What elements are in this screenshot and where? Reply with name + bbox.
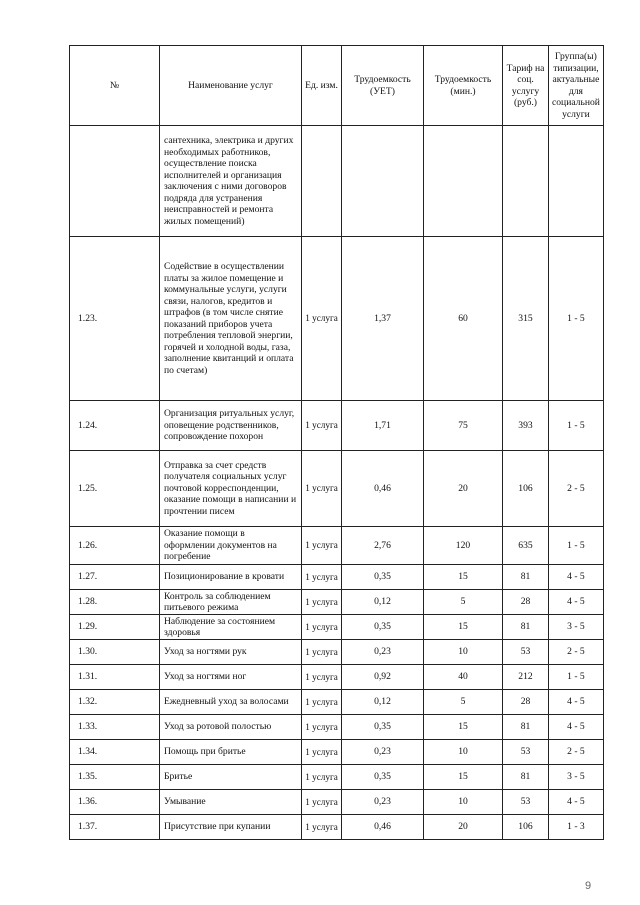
cell-groups: 2 - 5 [549, 740, 604, 765]
cell-uet: 0,12 [342, 590, 424, 615]
cell-unit: 1 услуга [302, 527, 342, 565]
cell-min: 10 [424, 740, 503, 765]
cell-tariff: 106 [503, 815, 549, 840]
table-row [70, 590, 604, 615]
continuation-row [70, 126, 604, 237]
cell-min: 15 [424, 715, 503, 740]
cell-num: 1.26. [70, 527, 160, 565]
cell-name: Ежедневный уход за волосами [160, 690, 302, 715]
services-table [69, 45, 604, 840]
cell-min: 75 [424, 401, 503, 451]
cell-groups: 1 - 5 [549, 237, 604, 401]
cell-num: 1.23. [70, 237, 160, 401]
cell-groups: 3 - 5 [549, 765, 604, 790]
cell-uet: 1,71 [342, 401, 424, 451]
cell-unit: 1 услуга [302, 590, 342, 615]
cell-num: 1.30. [70, 640, 160, 665]
cell-groups: 4 - 5 [549, 590, 604, 615]
cell-tariff: 635 [503, 527, 549, 565]
table-row [70, 615, 604, 640]
cell-tariff: 81 [503, 615, 549, 640]
cell-min: 20 [424, 815, 503, 840]
cell-name: Оказание помощи в оформлении документов на погребение [160, 527, 302, 565]
cell-min: 10 [424, 640, 503, 665]
cell-unit: 1 услуга [302, 237, 342, 401]
cell-uet: 0,23 [342, 790, 424, 815]
cell-name: Присутствие при купании [160, 815, 302, 840]
table-row [70, 565, 604, 590]
cell-num: 1.35. [70, 765, 160, 790]
cell-unit: 1 услуга [302, 665, 342, 690]
table-row [70, 237, 604, 401]
cell-num: 1.28. [70, 590, 160, 615]
cell-tariff: 53 [503, 790, 549, 815]
cell-groups: 2 - 5 [549, 451, 604, 527]
cell-min: 5 [424, 690, 503, 715]
cell-min: 40 [424, 665, 503, 690]
cell-num: 1.33. [70, 715, 160, 740]
table-row [70, 690, 604, 715]
header-num: № [70, 46, 160, 126]
cell-min: 10 [424, 790, 503, 815]
cell-min: 15 [424, 565, 503, 590]
header-uet: Трудоемкость (УЕТ) [342, 46, 424, 126]
cell-min: 15 [424, 765, 503, 790]
cell-num: 1.31. [70, 665, 160, 690]
cell-tariff: 393 [503, 401, 549, 451]
cell-uet: 0,46 [342, 451, 424, 527]
cell-name: Организация ритуальных услуг, оповещение родственников, сопровождение похорон [160, 401, 302, 451]
cell-name: Умывание [160, 790, 302, 815]
header-name: Наименование услуг [160, 46, 302, 126]
cell-min: 60 [424, 237, 503, 401]
cell-groups: 4 - 5 [549, 715, 604, 740]
header-tariff: Тариф на соц. услугу (руб.) [503, 46, 549, 126]
cell-unit: 1 услуга [302, 815, 342, 840]
cell-uet: 0,92 [342, 665, 424, 690]
header-unit: Ед. изм. [302, 46, 342, 126]
cell-name: Контроль за соблюдением питьевого режима [160, 590, 302, 615]
table-row [70, 765, 604, 790]
header-row [70, 46, 604, 126]
table-row [70, 665, 604, 690]
header-groups: Группа(ы) типизации, актуальные для социальной услуги [549, 46, 604, 126]
cell-name: Позиционирование в кровати [160, 565, 302, 590]
table-row [70, 527, 604, 565]
cell-tariff: 212 [503, 665, 549, 690]
cell-uet: 1,37 [342, 237, 424, 401]
cell-num: 1.37. [70, 815, 160, 840]
cell-unit: 1 услуга [302, 640, 342, 665]
cell-uet: 0,35 [342, 565, 424, 590]
cell-unit: 1 услуга [302, 740, 342, 765]
cell-tariff: 81 [503, 565, 549, 590]
cell-num: 1.24. [70, 401, 160, 451]
cell-name: Уход за ротовой полостью [160, 715, 302, 740]
cell-tariff: 53 [503, 640, 549, 665]
cell-name: Содействие в осуществлении платы за жилое помещение и коммунальные услуги, услуги связи, налогов, кредитов и штрафов (в том числе снятие показаний приборов учета потребления тепловой энергии, горячей и холодной воды, газа, заполнение квитанций и оплата по счетам) [160, 237, 302, 401]
table-row [70, 451, 604, 527]
cell-name: Отправка за счет средств получателя социальных услуг почтовой корреспонденции, оказание помощи в написании и прочтении писем [160, 451, 302, 527]
cell-num: 1.29. [70, 615, 160, 640]
cell-name: Помощь при бритье [160, 740, 302, 765]
cell-tariff: 28 [503, 690, 549, 715]
cell-num: 1.27. [70, 565, 160, 590]
cell-unit: 1 услуга [302, 715, 342, 740]
cell-num: 1.32. [70, 690, 160, 715]
cell-unit: 1 услуга [302, 565, 342, 590]
continuation-num [70, 126, 160, 237]
cell-tariff: 315 [503, 237, 549, 401]
cell-groups: 2 - 5 [549, 640, 604, 665]
table-row [70, 715, 604, 740]
cell-uet: 0,23 [342, 740, 424, 765]
cell-uet: 0,12 [342, 690, 424, 715]
cell-uet: 0,35 [342, 615, 424, 640]
cell-tariff: 81 [503, 765, 549, 790]
cell-groups: 1 - 5 [549, 527, 604, 565]
cell-unit: 1 услуга [302, 451, 342, 527]
table-row [70, 740, 604, 765]
cell-unit: 1 услуга [302, 401, 342, 451]
cell-num: 1.25. [70, 451, 160, 527]
page-number: 9 [585, 880, 592, 892]
cell-groups: 1 - 5 [549, 401, 604, 451]
cell-min: 5 [424, 590, 503, 615]
cell-groups: 1 - 5 [549, 665, 604, 690]
header-min: Трудоемкость (мин.) [424, 46, 503, 126]
cell-min: 20 [424, 451, 503, 527]
cell-min: 15 [424, 615, 503, 640]
table-row [70, 815, 604, 840]
cell-uet: 0,35 [342, 715, 424, 740]
cell-unit: 1 услуга [302, 790, 342, 815]
cell-unit: 1 услуга [302, 765, 342, 790]
cell-uet: 0,23 [342, 640, 424, 665]
cell-tariff: 53 [503, 740, 549, 765]
cell-uet: 2,76 [342, 527, 424, 565]
cell-groups: 4 - 5 [549, 690, 604, 715]
cell-tariff: 28 [503, 590, 549, 615]
cell-groups: 3 - 5 [549, 615, 604, 640]
table-row [70, 790, 604, 815]
cell-groups: 4 - 5 [549, 565, 604, 590]
cell-tariff: 106 [503, 451, 549, 527]
cell-min: 120 [424, 527, 503, 565]
cell-groups: 1 - 3 [549, 815, 604, 840]
cell-tariff: 81 [503, 715, 549, 740]
table-row [70, 640, 604, 665]
continuation-text: сантехника, электрика и других необходимых работников, осуществление поиска исполнителей и организация заключения с ними договоров подряда для устранения неисправностей и ремонта жилых помещений) [160, 126, 302, 237]
cell-name: Бритье [160, 765, 302, 790]
cell-name: Уход за ногтями рук [160, 640, 302, 665]
cell-num: 1.36. [70, 790, 160, 815]
cell-unit: 1 услуга [302, 615, 342, 640]
table-row [70, 401, 604, 451]
cell-uet: 0,35 [342, 765, 424, 790]
cell-name: Уход за ногтями ног [160, 665, 302, 690]
cell-groups: 4 - 5 [549, 790, 604, 815]
cell-uet: 0,46 [342, 815, 424, 840]
cell-name: Наблюдение за состоянием здоровья [160, 615, 302, 640]
cell-unit: 1 услуга [302, 690, 342, 715]
cell-num: 1.34. [70, 740, 160, 765]
